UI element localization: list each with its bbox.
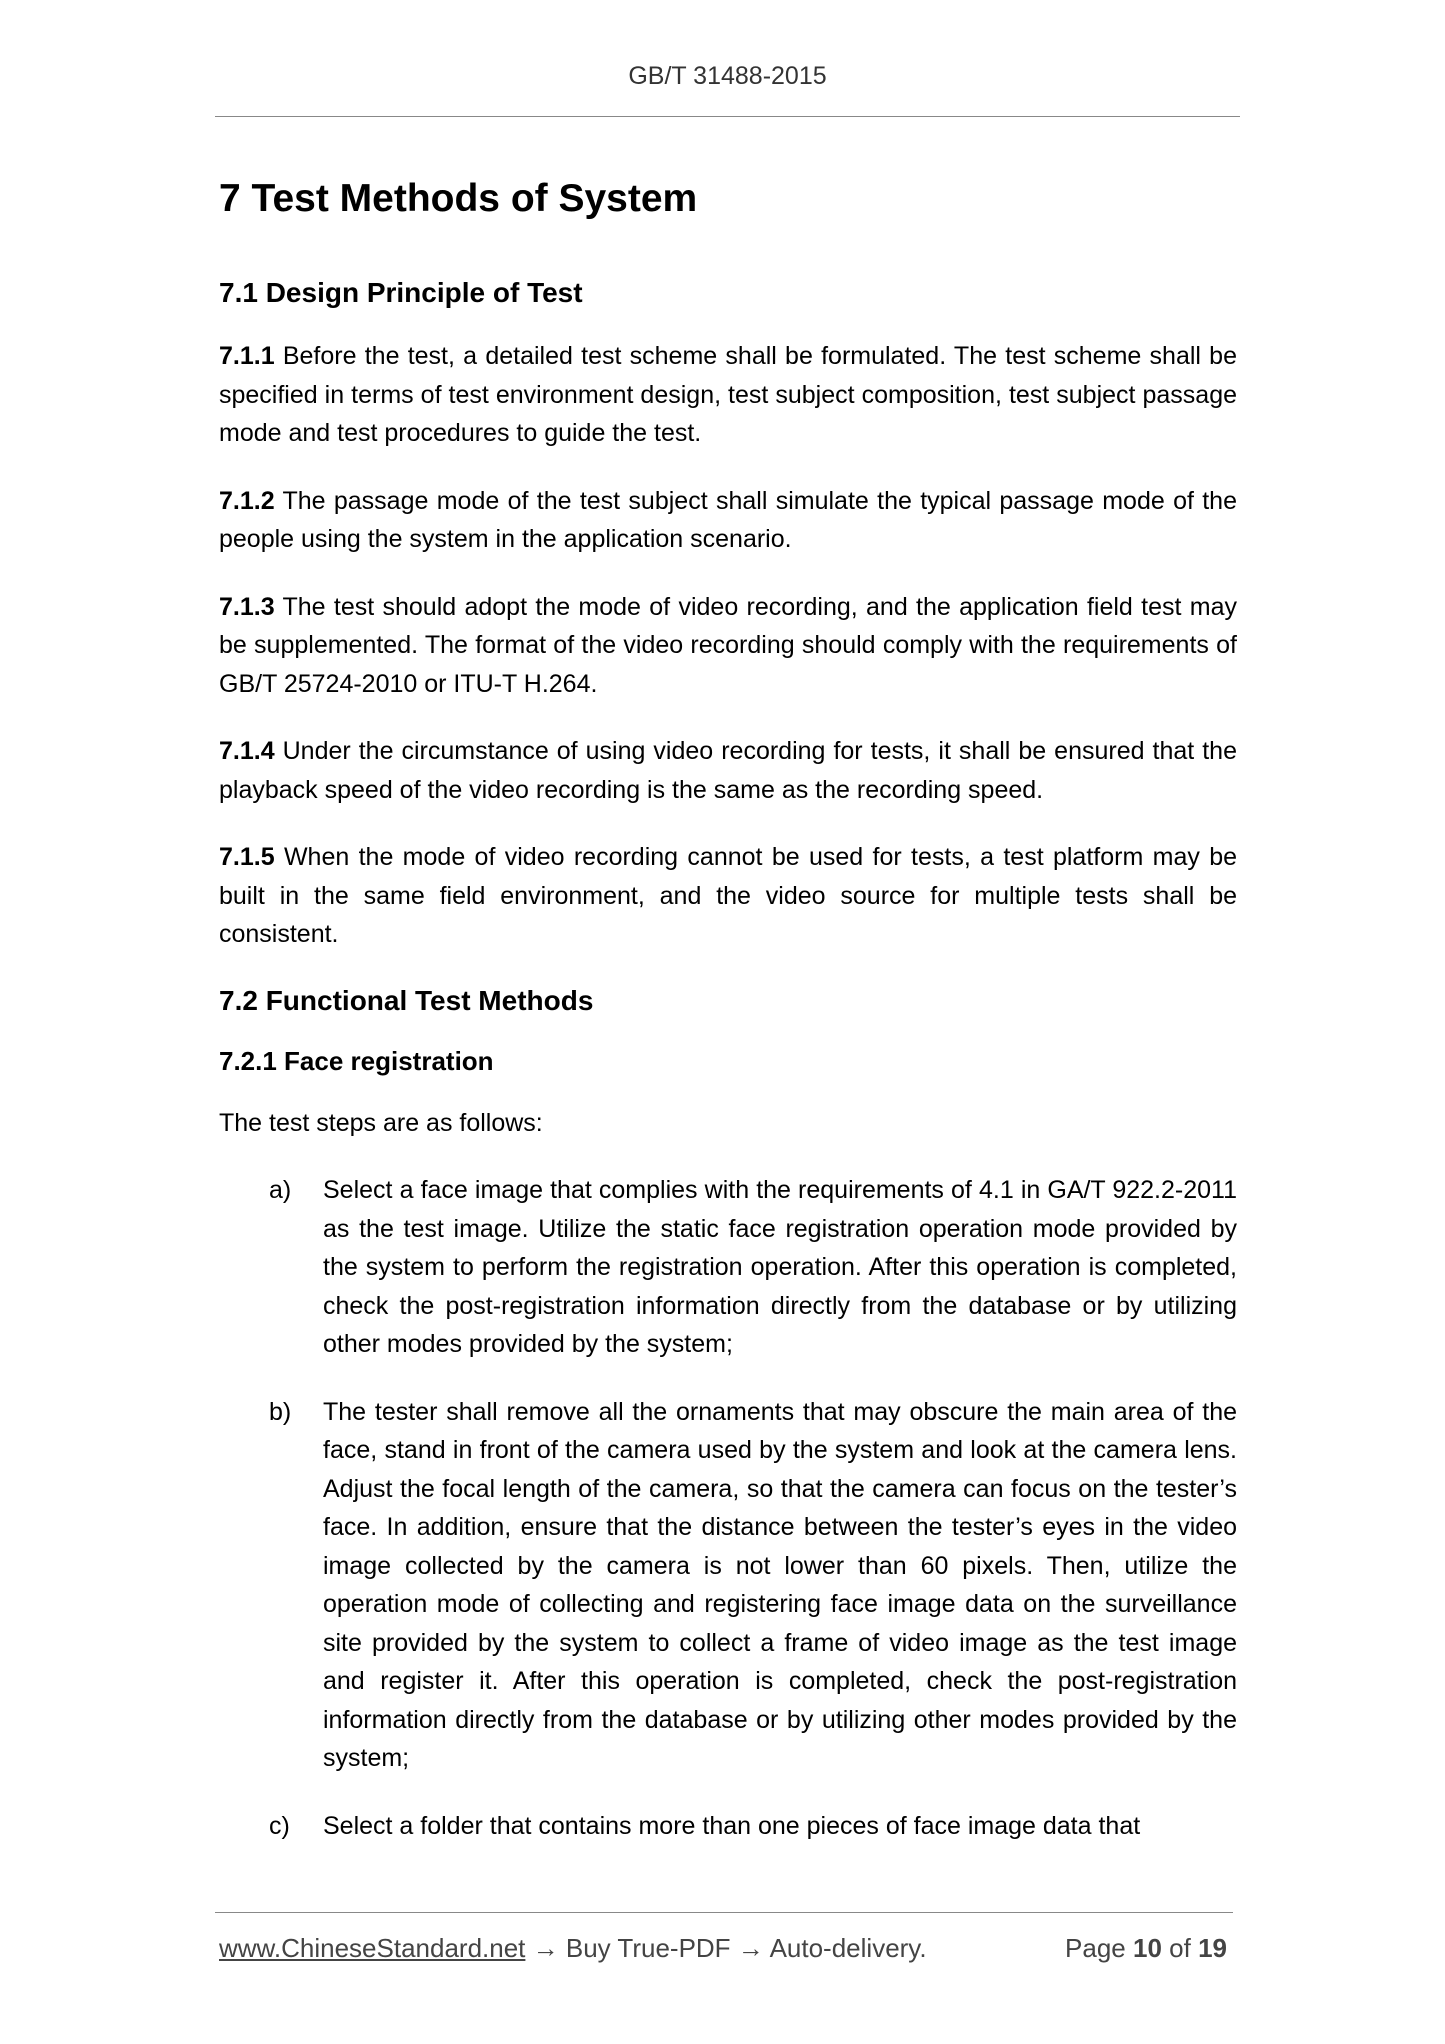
section-7-1-title: 7.1 Design Principle of Test [219, 276, 583, 308]
page-footer [219, 1933, 1235, 1964]
footer-promo-text: → Buy True-PDF → Auto-delivery. [525, 1933, 927, 1963]
list-item-text: Select a folder that contains more than one pieces of face image data that [323, 1811, 1141, 1840]
steps-intro: The test steps are as follows: [219, 1108, 543, 1137]
list-item [219, 1171, 1237, 1364]
page-indicator [1065, 1933, 1227, 1964]
chapter-title: 7 Test Methods of System [219, 177, 698, 220]
page-of-label: of [1169, 1933, 1191, 1963]
clause-7-1-2 [219, 482, 1237, 559]
page-label: Page [1065, 1933, 1126, 1963]
list-item-text: The tester shall remove all the ornaments that may obscure the main area of the face, stand in front of the camera used by the system and look at the camera lens. Adjust the focal length of the camera, so that the camera can focus on the tester’s face. In addition, ensure that the distance between the tester’s eyes in the video image collected by the camera is not lower than 60 pixels. Then, utilize the operation mode of collecting and registering face image data on the surveillance site provided by the system to collect a frame of video image as the test image and register it. After this operation is completed, check the post-registration information directly from the database or by utilizing other modes provided by the system; [323, 1397, 1237, 1773]
list-marker: c) [269, 1811, 290, 1840]
list-item [219, 1807, 1237, 1846]
list-item-text: Select a face image that complies with the requirements of 4.1 in GA/T 922.2-2011 as the test image. Utilize the static face registration operation mode provided by the system to perform the registration operation. After this operation is completed, check the post-registration information directly from the database or by utilizing other modes provided by the system; [323, 1176, 1237, 1359]
clause-number: 7.1.3 [219, 592, 275, 621]
clause-7-1-3 [219, 588, 1237, 704]
page-current: 10 [1133, 1933, 1162, 1963]
clause-text: The test should adopt the mode of video recording, and the application field test may be supplemented. The format of the video recording should comply with the requirements of GB/T 25724-2010 or ITU-T H.264. [219, 592, 1237, 698]
section-7-2-title: 7.2 Functional Test Methods [219, 984, 594, 1016]
list-marker: b) [269, 1397, 292, 1426]
clause-number: 7.1.2 [219, 486, 275, 515]
clause-text: When the mode of video recording cannot be used for tests, a test platform may be built in the same field environment, and the video source for multiple tests shall be consistent. [219, 843, 1237, 949]
clause-text: Before the test, a detailed test scheme shall be formulated. The test scheme shall be specified in terms of test environment design, test subject composition, test subject passage mode and test procedures to guide the test. [219, 342, 1237, 448]
test-steps-list [219, 1171, 1237, 1845]
clause-7-1-5 [219, 838, 1237, 954]
page-content [219, 170, 1237, 1874]
clause-7-1-1 [219, 337, 1237, 453]
clause-number: 7.1.5 [219, 843, 275, 872]
clause-text: Under the circumstance of using video recording for tests, it shall be ensured that the playback speed of the video recording is the same as the recording speed. [219, 737, 1237, 804]
clause-number: 7.1.1 [219, 342, 275, 371]
subsection-7-2-1-title: 7.2.1 Face registration [219, 1046, 494, 1077]
clause-text: The passage mode of the test subject shall simulate the typical passage mode of the people using the system in the application scenario. [219, 486, 1237, 554]
list-marker: a) [269, 1176, 292, 1205]
list-item [219, 1393, 1237, 1778]
clause-number: 7.1.4 [219, 737, 275, 766]
site-link[interactable]: www.ChineseStandard.net [219, 1933, 526, 1963]
header-divider [215, 116, 1240, 117]
document-header: GB/T 31488-2015 [628, 62, 827, 90]
clause-7-1-4 [219, 732, 1237, 809]
footer-divider [215, 1912, 1233, 1913]
page-total: 19 [1198, 1933, 1227, 1963]
